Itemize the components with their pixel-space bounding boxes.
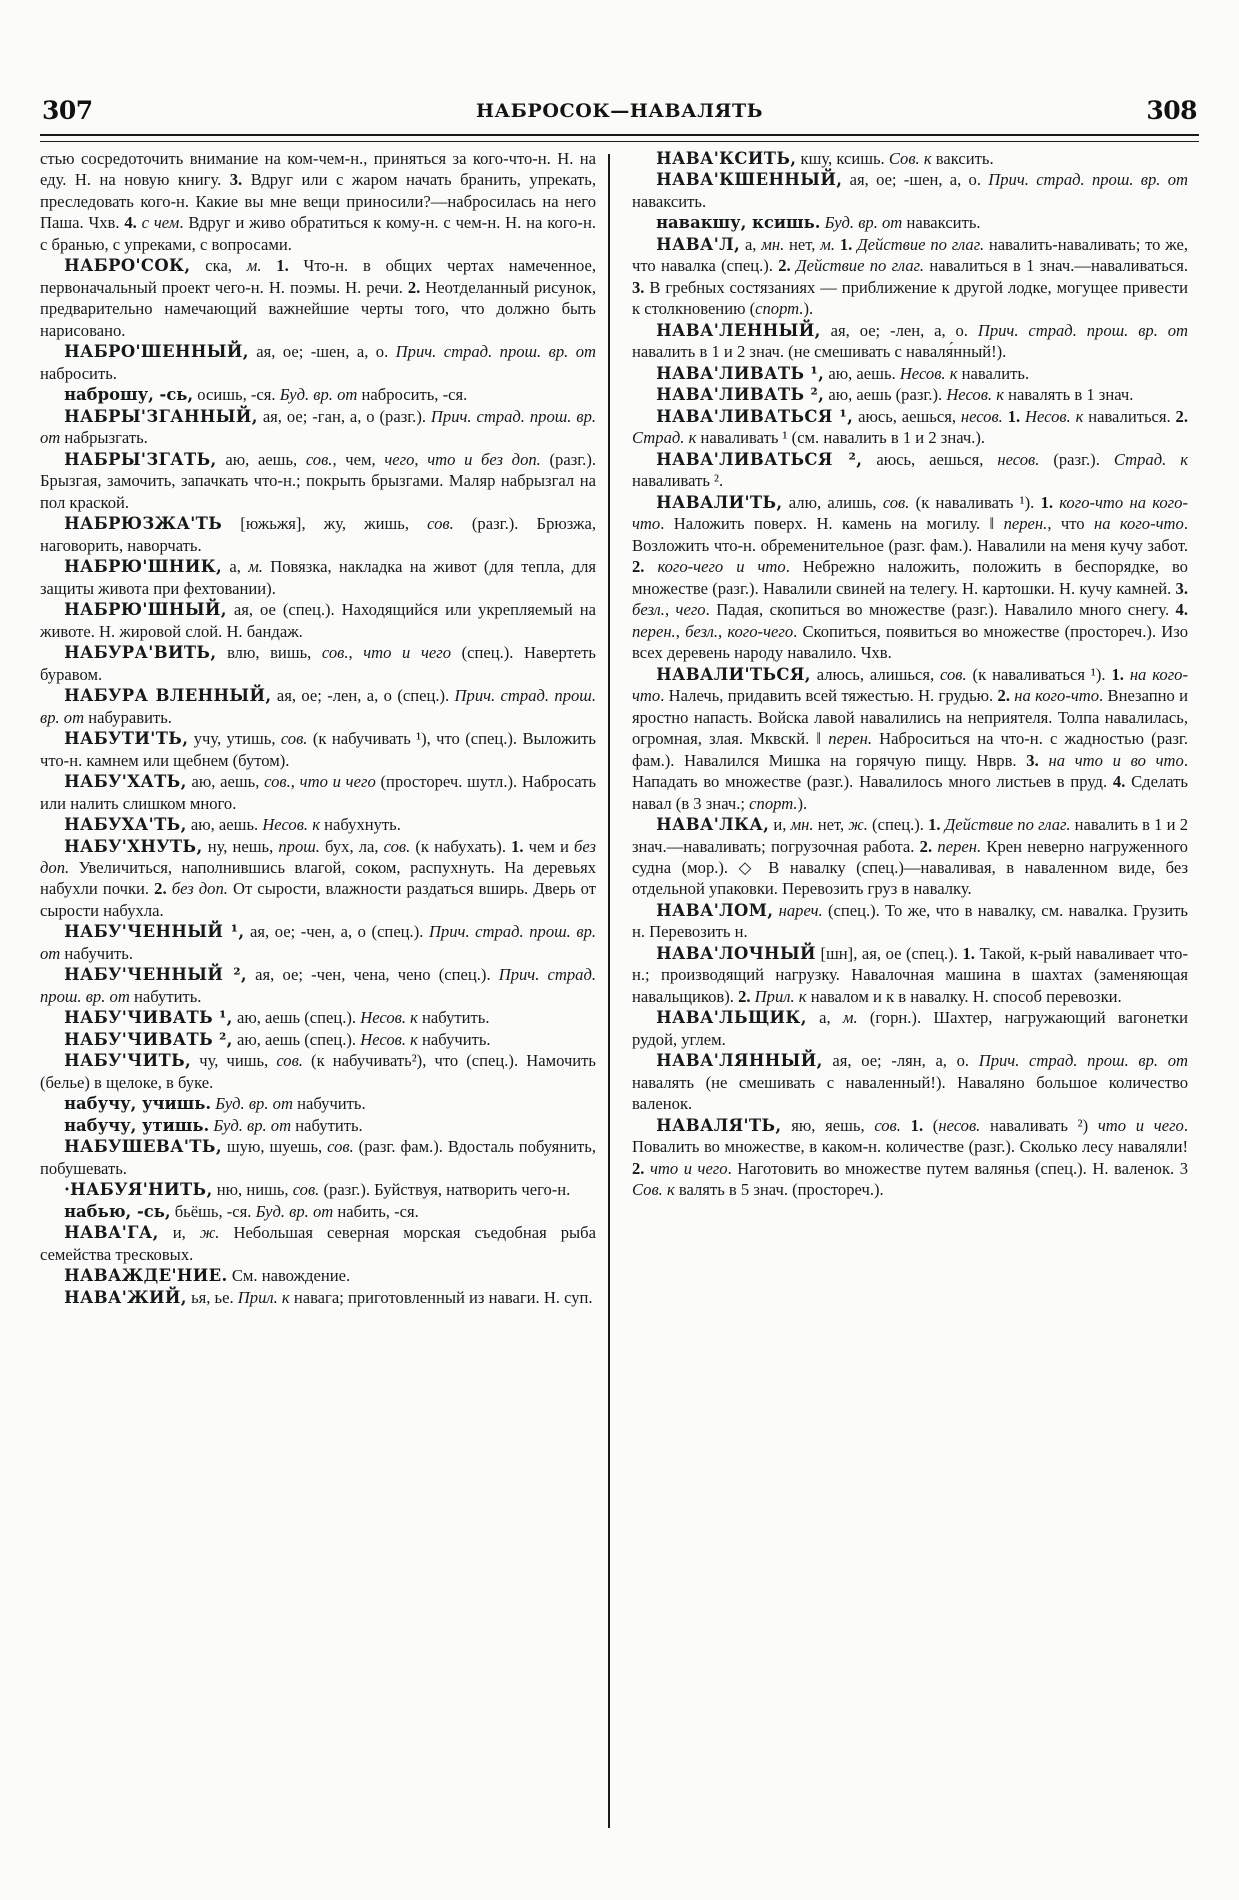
dictionary-entry <box>632 406 1188 449</box>
dictionary-entry <box>40 1050 596 1093</box>
dictionary-entry <box>40 556 596 599</box>
entry-headword: НАВАЛЯ'ТЬ, <box>656 1115 782 1135</box>
entry-body: ая, ое; -лен, а, о. Прич. страд. прош. вр. от навалить в 1 и 2 знач. (не смешивать с наваля́нный!). <box>632 320 1188 362</box>
dictionary-entry <box>632 363 1188 384</box>
entry-body: осишь, -ся. Буд. вр. от набросить, -ся. <box>197 385 468 405</box>
dictionary-entry <box>632 1050 1188 1114</box>
entry-headword: НАВА'ЛЕННЫЙ, <box>656 320 821 340</box>
entry-headword: набучу, учишь. <box>64 1094 212 1114</box>
entry-headword: НАВА'ЛКА, <box>656 815 770 835</box>
dictionary-entry <box>632 943 1188 1007</box>
entry-body: шую, шуешь, сов. (разг. фам.). Вдосталь побуянить, побушевать. <box>40 1137 596 1178</box>
entry-body: аю, аешь. Несов. к набухнуть. <box>190 815 401 835</box>
entry-headword: НАВА'ЛОМ, <box>656 900 774 920</box>
entry-headword: НАБУ'ЧИТЬ, <box>64 1051 192 1071</box>
dictionary-entry <box>40 642 596 685</box>
dictionary-entry <box>40 964 596 1007</box>
dictionary-entry <box>632 384 1188 405</box>
dictionary-entry <box>40 384 596 405</box>
entry-headword: НАБРЮ'ШНЫЙ, <box>64 600 227 620</box>
entry-body: ая, ое; -шен, а, о. Прич. страд. прош. вр. от наваксить. <box>632 170 1188 211</box>
dictionary-entry <box>40 1287 596 1308</box>
entry-body: стью сосредоточить внимание на ком-чем-н., приняться за кого-что-н. Н. на еду. Н. на новую книгу. 3. Вдруг или с жаром начать бранить, упрекать, преследовать кого-н. Какие вы мне вещи приносили?—набросилась на него Паша. Чхв. 4. с чем. Вдруг и живо обратиться к кому-н. с чем-н. Н. на кого-н. с бранью, с упреками, с вопросами. <box>40 149 596 254</box>
entry-body: Буд. вр. от набутить. <box>213 1115 363 1135</box>
entry-body: См. навождение. <box>231 1266 351 1286</box>
dictionary-entry <box>40 148 596 255</box>
folio-right: 308 <box>1146 96 1197 125</box>
entry-body: аю, аешь. Несов. к навалить. <box>828 363 1030 383</box>
entry-headword: НАВА'КШЕННЫЙ, <box>656 170 843 190</box>
entry-body: чу, чишь, сов. (к набучивать²), что (спец.). Намочить (белье) в щелоке, в буке. <box>40 1051 596 1092</box>
dictionary-entry <box>40 1136 596 1179</box>
entry-headword: НАВАЛИ'ТЬ, <box>656 492 783 512</box>
entry-body: ая, ое; -лен, а, о (спец.). Прич. страд. прош. вр. от набуравить. <box>40 686 596 727</box>
entry-headword: НАБУ'ЧИВАТЬ ², <box>64 1029 233 1049</box>
dictionary-entry <box>40 449 596 513</box>
folio-left: 307 <box>42 96 93 125</box>
columns-container <box>40 148 1199 1838</box>
entry-headword: НАБУ'ХНУТЬ, <box>64 836 203 856</box>
entry-headword: НАВАЛИ'ТЬСЯ, <box>656 664 811 684</box>
dictionary-entry <box>632 492 1188 664</box>
entry-body: яю, яешь, сов. 1. (несов. наваливать ²) что и чего. Повалить во множестве, в каком-н. количестве (разг.). Сколько лесу наваляли! 2. что и чего. Наготовить во множестве путем валянья (спец.). Н. валенок. 3 Сов. к валять в 5 знач. (простореч.). <box>632 1115 1188 1200</box>
entry-headword: НАБУ'ЧЕННЫЙ ¹, <box>64 922 245 942</box>
dictionary-entry <box>632 212 1188 233</box>
entry-body: алюсь, алишься, сов. (к наваливаться ¹). 1. на кого-что. Налечь, придавить всей тяжестью. Н. грудью. 2. на кого-что. Внезапно и яростно напасть. Войска лавой навалились на неприятеля. Толпа навалилась, огромная, злая. Мквскй. ‖ перен. Наброситься на что-н. с жадностью (разг. фам.). Навалился Мишка на горячую пищу. Нврв. 3. на что и во что. Нападать во множестве (разг.). Навалилось много листьев в пруд. 4. Сделать навал (в 3 знач.; спорт.). <box>632 664 1188 813</box>
entry-headword: НАБРО'СОК, <box>64 256 191 276</box>
entry-body: ая, ое; -шен, а, о. Прич. страд. прош. вр. от набросить. <box>40 342 596 383</box>
dictionary-entry <box>40 771 596 814</box>
dictionary-entry <box>632 169 1188 212</box>
dictionary-entry <box>40 1179 596 1200</box>
dictionary-entry <box>40 685 596 728</box>
dictionary-entry <box>40 814 596 835</box>
entry-body: а, м. (горн.). Шахтер, нагружающий вагонетки рудой, углем. <box>632 1008 1188 1049</box>
entry-headword: НАВА'ЛЬЩИК, <box>656 1008 807 1028</box>
entry-body: Буд. вр. от наваксить. <box>824 213 981 233</box>
entry-body: ья, ье. Прил. к навага; приготовленный из наваги. Н. суп. <box>191 1287 593 1307</box>
dictionary-entry <box>632 814 1188 900</box>
entry-body: [шн], ая, ое (спец.). 1. Такой, к-рый наваливает что-н.; производящий нагрузку. Навалочная машина в шахтах (заменяющая навальщиков). 2. Прил. к навалом и к в навалку. Н. способ перевозки. <box>632 943 1188 1006</box>
dictionary-entry <box>632 148 1188 169</box>
entry-body: учу, утишь, сов. (к набучивать ¹), что (спец.). Выложить что-н. камнем или щебнем (бутом). <box>40 729 597 770</box>
dictionary-entry <box>40 1265 596 1286</box>
dictionary-entry <box>40 1007 596 1028</box>
entry-body: ну, нешь, прош. бух, ла, сов. (к набухать). 1. чем и без доп. Увеличиться, наполнившись влагой, соком, распухнуть. На деревьях набухли почки. 2. без доп. От сырости, влажности раздаться вширь. Дверь от сырости набухла. <box>40 836 596 920</box>
entry-headword: набью, -сь, <box>64 1201 171 1221</box>
entry-headword: НАБУШЕВА'ТЬ, <box>64 1137 222 1157</box>
entry-body: ска, м. 1. Что-н. в общих чертах намеченное, первоначальный проект чего-н. Н. поэмы. Н. речи. 2. Неотделанный рисунок, предварительно намечающий важнейшие черты того, что должно быть нарисовано. <box>40 256 596 340</box>
entry-headword: НАВА'ЛОЧНЫЙ <box>656 943 816 963</box>
entry-body: кшу, ксишь. Сов. к ваксить. <box>800 149 994 168</box>
entry-headword: НАВА'Л, <box>656 234 741 254</box>
entry-headword: НАБРЫ'ЗГАННЫЙ, <box>64 406 258 426</box>
dictionary-entry <box>40 255 596 341</box>
dictionary-entry <box>632 900 1188 943</box>
entry-headword: НАВА'ЛИВАТЬСЯ ², <box>656 449 863 469</box>
entry-body: бьёшь, -ся. Буд. вр. от набить, -ся. <box>174 1201 419 1221</box>
dictionary-entry <box>40 513 596 556</box>
entry-headword: НАБУ'ЧИВАТЬ ¹, <box>64 1008 233 1028</box>
dictionary-entry <box>40 406 596 449</box>
entry-headword: НАБУРА ВЛЕННЫЙ, <box>64 686 272 706</box>
dictionary-entry <box>632 1115 1188 1201</box>
header-rule <box>40 134 1199 142</box>
dictionary-entry <box>632 449 1188 492</box>
entry-headword: НАБУТИ'ТЬ, <box>64 729 189 749</box>
entry-headword: НАБУХА'ТЬ, <box>64 815 187 835</box>
entry-body: ая, ое; -ган, а, о (разг.). Прич. страд. прош. вр. от набрызгать. <box>40 406 597 448</box>
entry-headword: НАБУРА'ВИТЬ, <box>64 643 217 663</box>
running-head-title: НАБРОСОК—НАВАЛЯТЬ <box>476 100 763 122</box>
entry-body: алю, алишь, сов. (к наваливать ¹). 1. кого-что на кого-что. Наложить поверх. Н. камень на могилу. ‖ перен., что на кого-что. Возложить что-н. обременительное (разг. фам.). Навалили на меня кучу забот. 2. кого-чего и что. Небрежно наложить, положить в беспорядке, во множестве (разг.). Навалили свиней на телегу. Н. картошки. Н. кучу камней. 3. безл., чего. Падая, скопиться во множестве (разг.). Навалило много снегу. 4. перен., безл., кого-чего. Скопиться, появиться во множестве (простореч.). Изо всех деревень народу навалило. Чхв. <box>632 492 1189 663</box>
entry-headword: НАВА'КСИТЬ, <box>656 149 797 168</box>
entry-body: Буд. вр. от набучить. <box>215 1094 366 1114</box>
entry-headword: наброшу, -сь, <box>64 385 194 405</box>
dictionary-entry <box>40 728 596 771</box>
entry-body: аю, аешь, сов., чем, чего, что и без доп. (разг.). Брызгая, замочить, запачкать что-н.; покрыть брызгами. Маляр набрызгал на пол краской. <box>40 449 597 512</box>
entry-headword: НАБРЮ'ШНИК, <box>64 557 223 577</box>
entry-body: а, мн. нет, м. 1. Действие по глаг. навалить-наваливать; то же, что навалка (спец.). 2. Действие по глаг. навалиться в 1 знач.—наваливаться. 3. В гребных состязаниях — приближение к другой лодке, могущее привести к столкновению (спорт.). <box>632 234 1189 319</box>
entry-headword: ·НАБУЯ'НИТЬ, <box>64 1180 213 1200</box>
entry-body: ая, ое; -лян, а, о. Прич. страд. прош. вр. от навалять (не смешивать с наваленный!). Наваляно большое количество валенок. <box>632 1051 1188 1114</box>
entry-body: нареч. (спец.). То же, что в навалку, см. навалка. Грузить н. Перевозить н. <box>632 900 1189 942</box>
dictionary-entry <box>40 1093 596 1114</box>
entry-body: ню, нишь, сов. (разг.). Буйствуя, натворить чего-н. <box>216 1180 571 1200</box>
entry-body: ая, ое; -чен, а, о (спец.). Прич. страд. прош. вр. от набучить. <box>40 922 597 963</box>
entry-headword: НАВА'ЛИВАТЬ ¹, <box>656 363 825 383</box>
entry-body: аю, аешь (спец.). Несов. к набучить. <box>236 1029 491 1049</box>
column-left <box>40 148 608 1838</box>
entry-headword: НАВАЖДЕ'НИЕ. <box>64 1266 228 1286</box>
entry-headword: НАВА'ЛЯННЫЙ, <box>656 1051 823 1071</box>
dictionary-entry <box>632 320 1188 363</box>
entry-body: и, ж. Небольшая северная морская съедобная рыба семейства тресковых. <box>40 1223 596 1264</box>
entry-headword: НАБУ'ХАТЬ, <box>64 772 187 792</box>
dictionary-entry <box>40 921 596 964</box>
dictionary-entry <box>40 1115 596 1136</box>
entry-headword: навакшу, ксишь. <box>656 213 821 233</box>
column-right <box>610 148 1188 1838</box>
dictionary-entry <box>40 836 596 922</box>
entry-body: аю, аешь, сов., что и чего (простореч. шутл.). Набросать или налить слишком много. <box>40 772 597 813</box>
entry-headword: НАВА'ЛИВАТЬ ², <box>656 385 825 405</box>
entry-headword: НАБУ'ЧЕННЫЙ ², <box>64 965 248 985</box>
dictionary-entry <box>632 664 1188 814</box>
entry-body: ая, ое (спец.). Находящийся или укрепляемый на животе. Н. жировой слой. Н. бандаж. <box>40 600 596 641</box>
entry-headword: НАБРЮЗЖА'ТЬ <box>64 514 223 534</box>
entry-body: аюсь, аешься, несов. (разг.). Страд. к наваливать ². <box>632 449 1188 491</box>
dictionary-entry <box>632 234 1188 320</box>
entry-headword: набучу, утишь. <box>64 1115 210 1135</box>
entry-body: [южьжя], жу, жишь, сов. (разг.). Брюзжа, наговорить, наворчать. <box>40 514 596 555</box>
entry-headword: НАВА'ГА, <box>64 1223 159 1243</box>
entry-body: аю, аешь (разг.). Несов. к навалять в 1 знач. <box>828 385 1134 405</box>
dictionary-entry <box>40 599 596 642</box>
entry-headword: НАБРЫ'ЗГАТЬ, <box>64 449 217 469</box>
entry-headword: НАВА'ЛИВАТЬСЯ ¹, <box>656 406 854 426</box>
dictionary-entry <box>40 1029 596 1050</box>
entry-body: аюсь, аешься, несов. 1. Несов. к навалиться. 2. Страд. к наваливать ¹ (см. навалить в 1 и 2 знач.). <box>632 406 1188 448</box>
entry-body: аю, аешь (спец.). Несов. к набутить. <box>236 1008 490 1028</box>
entry-headword: НАБРО'ШЕННЫЙ, <box>64 342 249 362</box>
entry-body: а, м. Повязка, накладка на живот (для тепла, для защиты живота при фехтовании). <box>40 557 596 598</box>
dictionary-entry <box>40 1201 596 1222</box>
entry-body: ая, ое; -чен, чена, чено (спец.). Прич. страд. прош. вр. от набутить. <box>40 965 597 1006</box>
dictionary-entry <box>632 1007 1188 1050</box>
entry-body: влю, вишь, сов., что и чего (спец.). Навертеть буравом. <box>40 643 596 684</box>
entry-body: и, мн. нет, ж. (спец.). 1. Действие по глаг. навалить в 1 и 2 знач.—наваливать; погрузочная работа. 2. перен. Крен неверно нагруженного судна (мор.). ◇ В навалку (спец.)—наваливая, в наваленном виде, без отдельной упаковки. Перевозить груз в навалку. <box>632 815 1188 899</box>
dictionary-entry <box>40 341 596 384</box>
entry-headword: НАВА'ЖИЙ, <box>64 1287 187 1307</box>
running-head <box>40 96 1199 130</box>
dictionary-entry <box>40 1222 596 1265</box>
